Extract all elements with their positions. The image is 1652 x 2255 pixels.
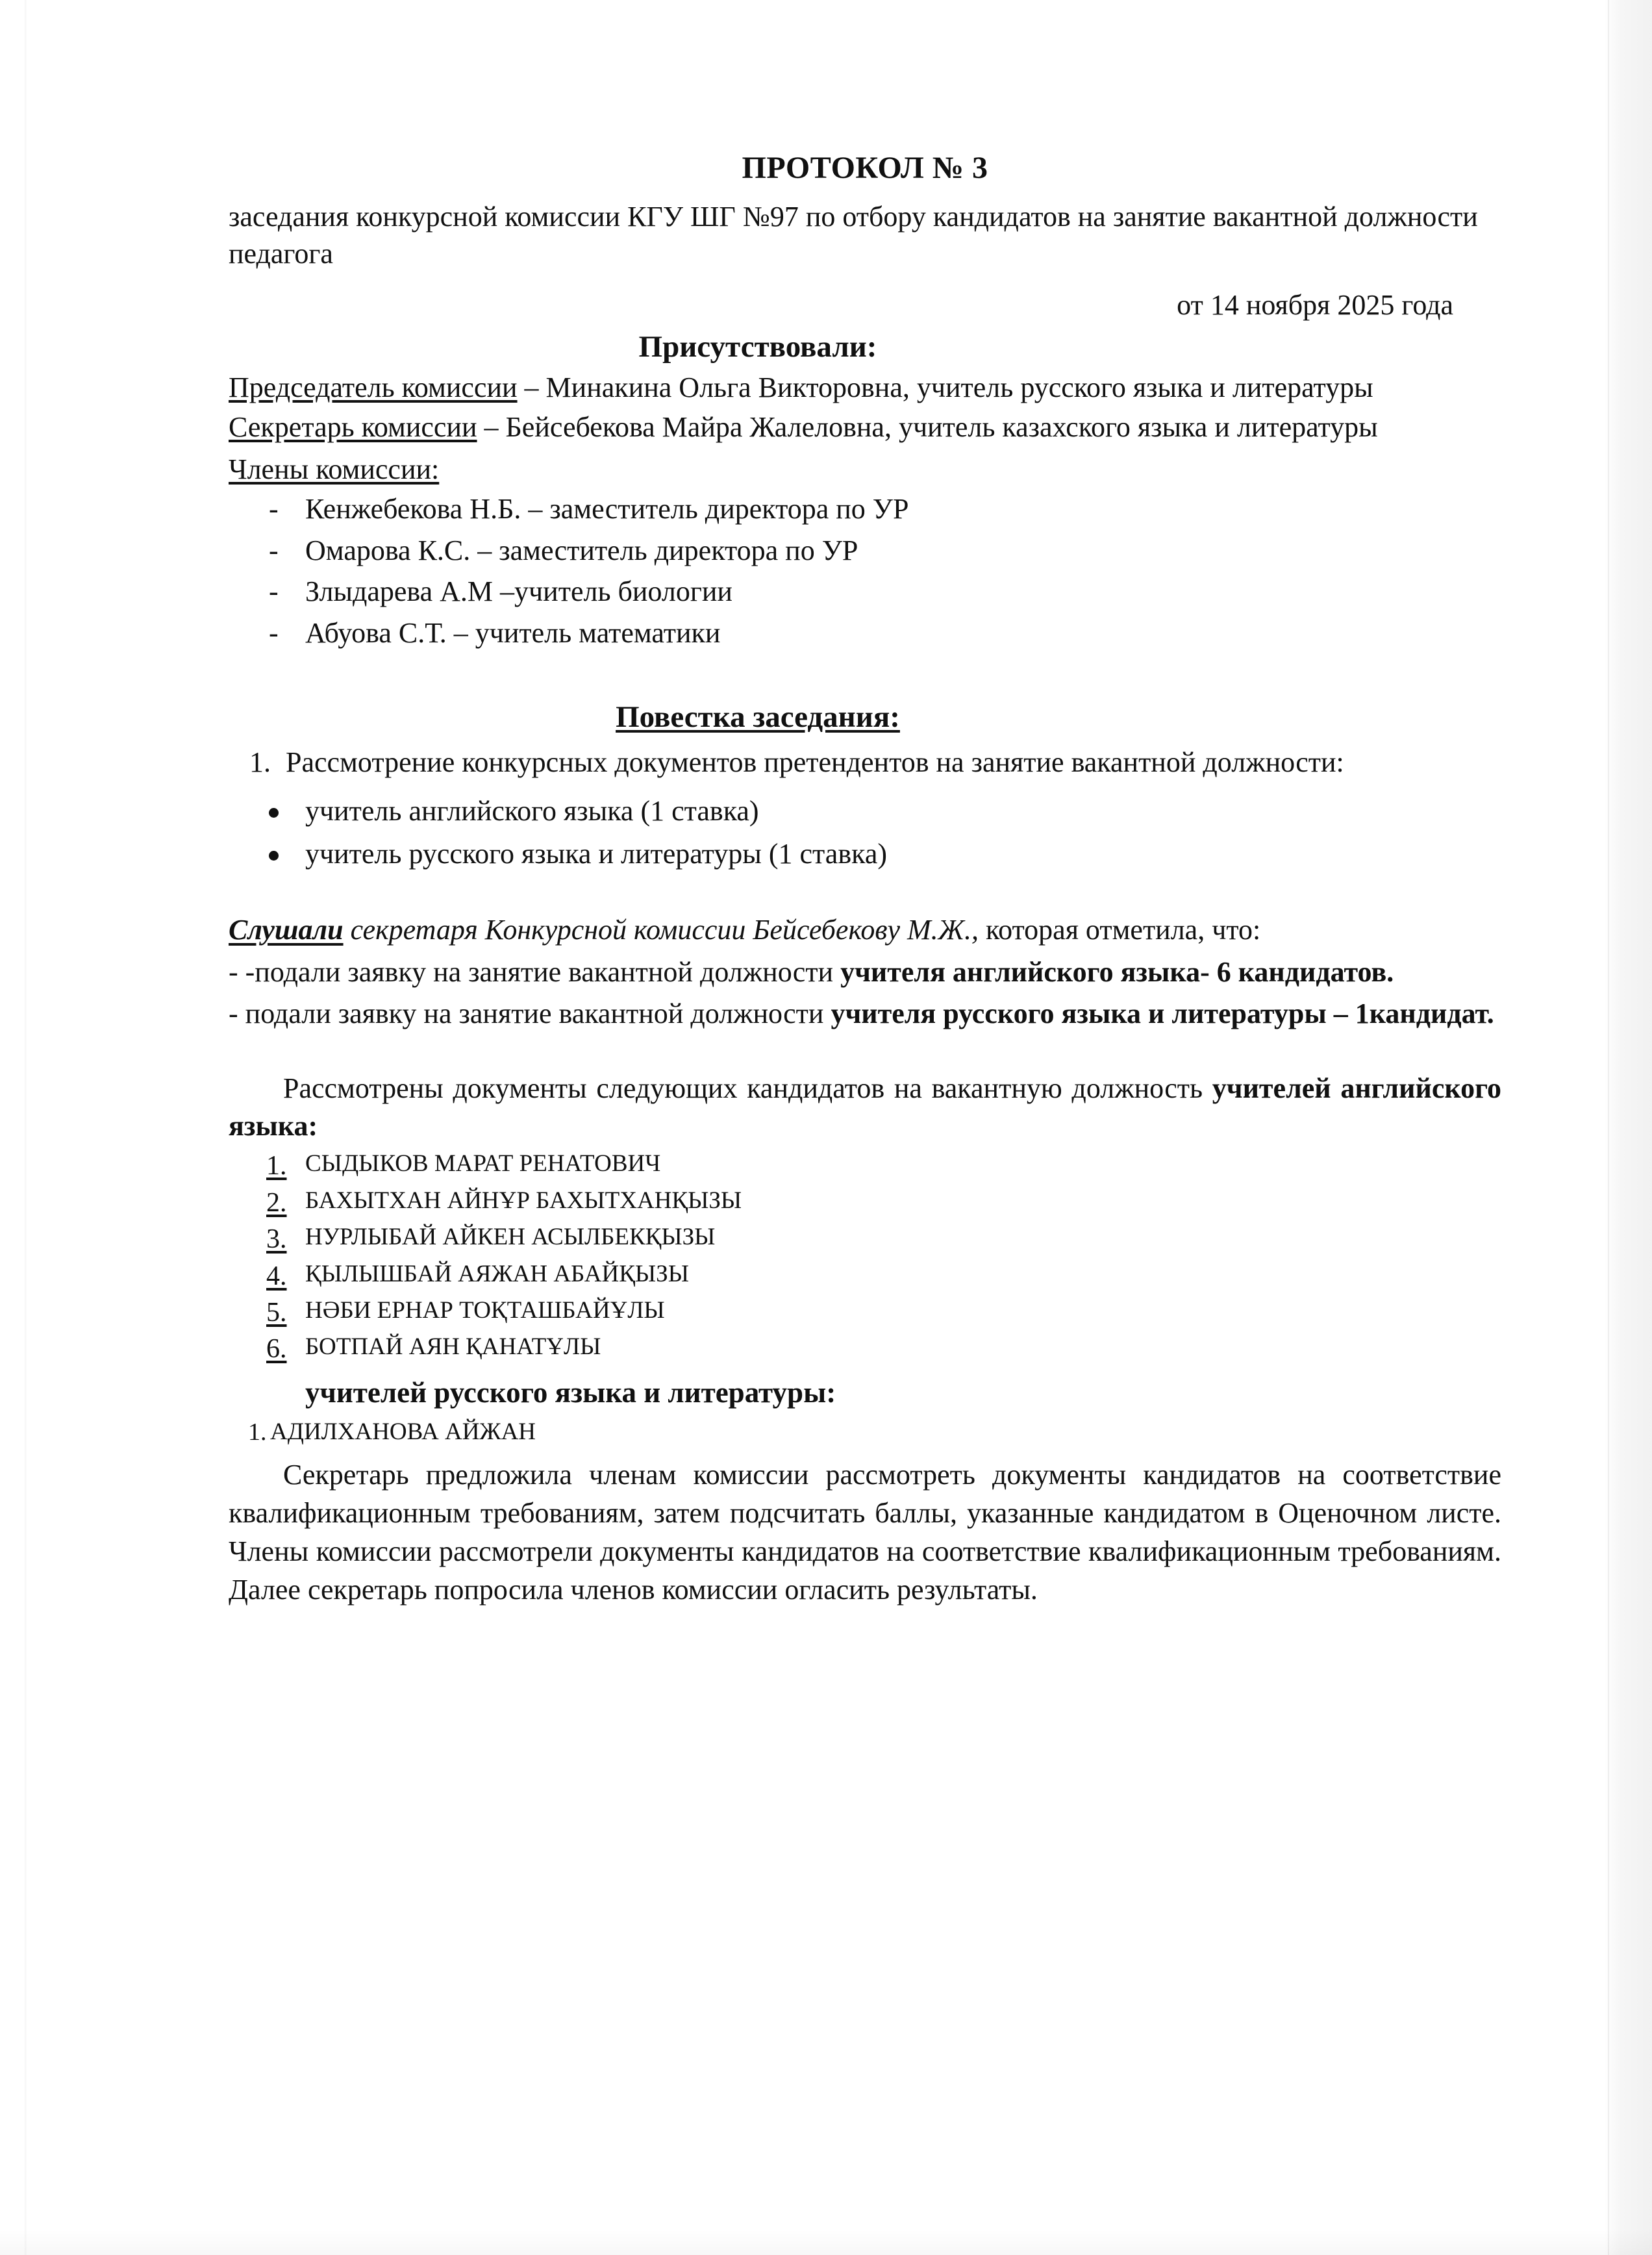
claim-english-prefix: - -подали заявку на занятие вакантной должности bbox=[229, 955, 841, 988]
commission-members-list bbox=[229, 492, 1501, 651]
claim-english-bold: учителя английского языка- 6 кандидатов. bbox=[840, 955, 1394, 988]
members-heading-label: Члены комиссии: bbox=[229, 453, 440, 485]
agenda-items-list bbox=[229, 744, 1501, 781]
list-item: - Омарова К.С. – заместитель директора по УР bbox=[305, 533, 1501, 568]
chairperson-name: – Минакина Ольга Викторовна, учитель русского языка и литературы bbox=[517, 372, 1373, 404]
document-date: от 14 ноября 2025 года bbox=[1177, 289, 1453, 321]
list-item: СЫДЫКОВ МАРАТ РЕНАТОВИЧ bbox=[305, 1150, 661, 1178]
list-item: АДИЛХАНОВА АЙЖАН bbox=[270, 1418, 536, 1446]
document-body bbox=[229, 148, 1501, 1609]
scan-edge-right-artifact bbox=[1604, 0, 1652, 2255]
reviewed-intro-paragraph bbox=[229, 1070, 1501, 1144]
reviewed-intro-prefix: Рассмотрены документы следующих кандидатов на вакантную должность bbox=[283, 1072, 1212, 1105]
document-title: ПРОТОКОЛ № 3 bbox=[742, 151, 988, 185]
heard-lead-word: Слушали bbox=[229, 914, 344, 946]
chairperson-role-label: Председатель комиссии bbox=[229, 372, 518, 404]
secretary-name: – Бейсебекова Майра Жалеловна, учитель казахского языка и литературы bbox=[477, 410, 1378, 443]
heard-paragraph bbox=[229, 911, 1501, 950]
agenda-heading bbox=[229, 698, 1501, 737]
russian-candidates-heading: учителей русского языка и литературы: bbox=[305, 1376, 836, 1409]
claim-russian-teacher bbox=[229, 995, 1501, 1033]
heard-italic-part: секретаря Конкурсной комиссии Бейсебекову М.Ж., bbox=[343, 914, 979, 946]
list-item: БАХЫТХАН АЙНҰР БАХЫТХАНҚЫЗЫ bbox=[305, 1187, 742, 1214]
list-item: БОТПАЙ АЯН ҚАНАТҰЛЫ bbox=[305, 1333, 601, 1361]
document-subtitle: заседания конкурсной комиссии КГУ ШГ №97 по отбору кандидатов на занятие вакантной должности педагога bbox=[229, 201, 1478, 270]
scan-edge-left-artifact bbox=[25, 0, 27, 2255]
chairperson-entry bbox=[229, 370, 1501, 406]
scan-edge-bottom-artifact bbox=[0, 2229, 1652, 2255]
list-item: НУРЛЫБАЙ АЙКЕН АСЫЛБЕКҚЫЗЫ bbox=[305, 1224, 716, 1251]
list-item: Рассмотрение конкурсных документов претендентов на занятие вакантной должности: bbox=[286, 746, 1344, 778]
list-item: учитель английского языка (1 ставка) bbox=[305, 794, 1501, 829]
vacancies-list bbox=[229, 794, 1501, 871]
english-candidates-list bbox=[229, 1150, 1501, 1361]
closing-paragraph: Секретарь предложила членам комиссии рассмотреть документы кандидатов на соответствие квалификационным требованиям, затем подсчитать баллы, указанные кандидатом в Оценочном листе. Члены комиссии рассмотрели документы кандидатов на соответствие квалификационным требованиям. Далее секретарь попросила членов комиссии огласить результаты. bbox=[229, 1458, 1501, 1606]
members-heading bbox=[229, 451, 1501, 488]
list-item: учитель русского языка и литературы (1 ставка) bbox=[305, 837, 1501, 872]
list-item: - Абуова С.Т. – учитель математики bbox=[305, 616, 1501, 651]
heard-tail: которая отметила, что: bbox=[978, 914, 1261, 946]
agenda-heading-label: Повестка заседания: bbox=[616, 699, 900, 734]
list-item: - Кенжебекова Н.Б. – заместитель директора по УР bbox=[305, 492, 1501, 527]
russian-candidates-list bbox=[229, 1418, 1501, 1446]
list-item: - Злыдарева А.М –учитель биологии bbox=[305, 574, 1501, 609]
attendance-heading: Присутствовали: bbox=[638, 330, 877, 364]
secretary-entry bbox=[229, 409, 1501, 446]
reviewed-intro-bold: учителей английского языка: bbox=[229, 1072, 1502, 1142]
list-item: ҚЫЛЫШБАЙ АЯЖАН АБАЙҚЫЗЫ bbox=[305, 1260, 689, 1287]
claim-english-teacher bbox=[229, 953, 1501, 991]
list-item: НӘБИ ЕРНАР ТОҚТАШБАЙҰЛЫ bbox=[305, 1297, 665, 1324]
claim-russian-bold: учителя русского языка и литературы – 1кандидат. bbox=[831, 997, 1494, 1029]
claim-russian-prefix: - подали заявку на занятие вакантной должности bbox=[229, 997, 831, 1029]
secretary-role-label: Секретарь комиссии bbox=[229, 410, 477, 443]
scan-edge-right-line-artifact bbox=[1608, 0, 1609, 2255]
